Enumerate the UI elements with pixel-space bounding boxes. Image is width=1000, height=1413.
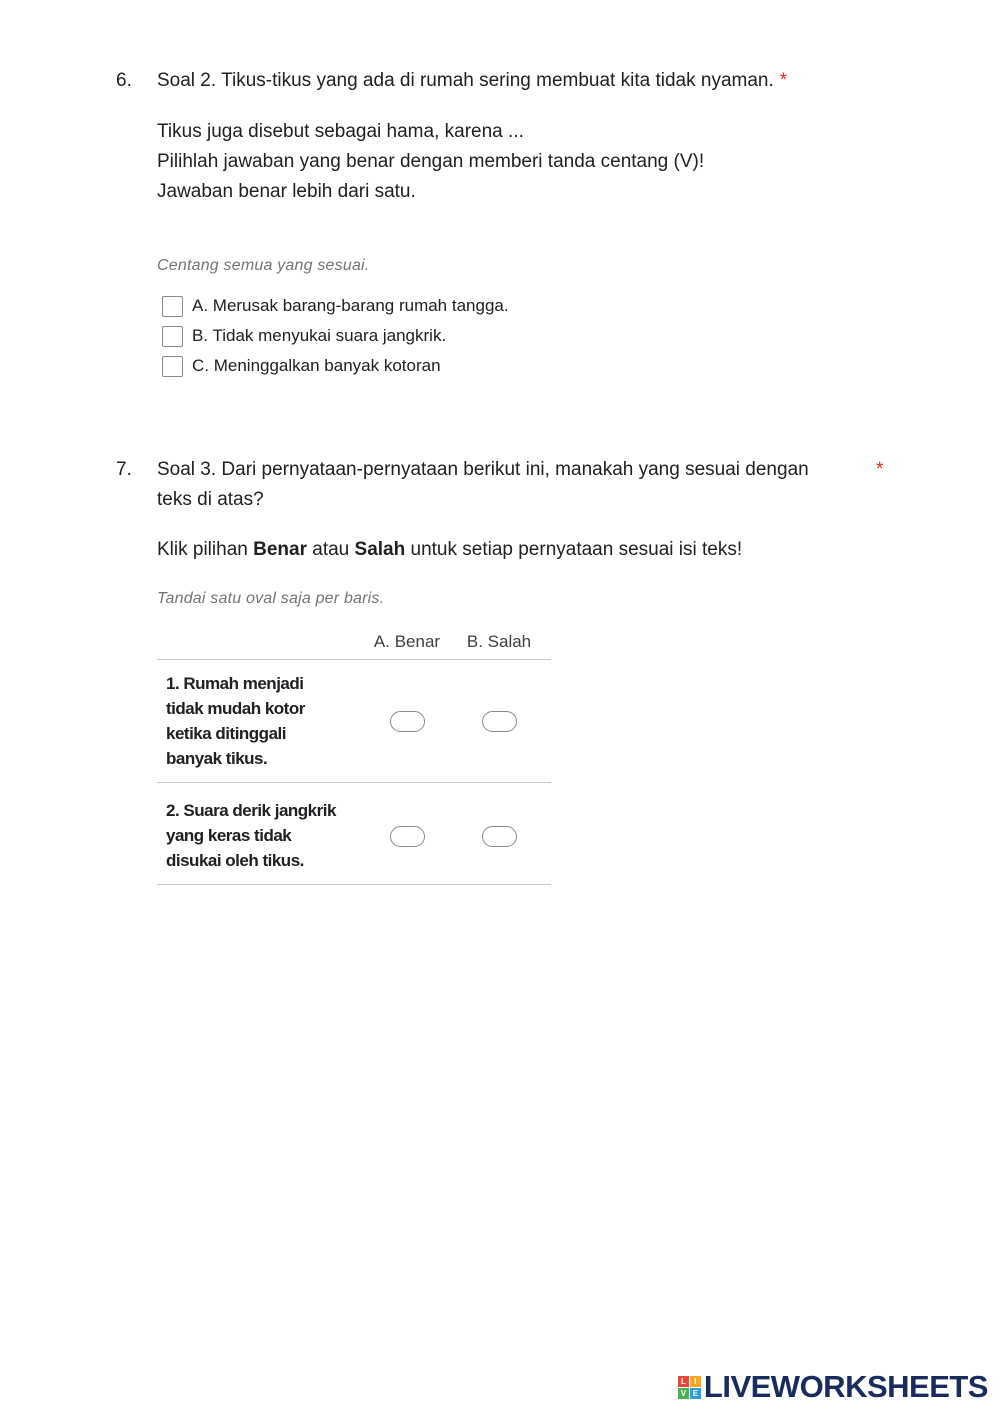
question-title-line-2: teks di atas? <box>157 489 264 510</box>
grid-divider <box>157 884 551 885</box>
logo-tile-e: E <box>690 1388 701 1399</box>
logo-icon <box>678 1376 701 1399</box>
option-label: C. Meninggalkan banyak kotoran <box>192 356 441 375</box>
grid-row-label-2 <box>166 798 366 873</box>
row-label-line: ketika ditinggali <box>166 724 286 743</box>
row-label-line: 2. Suara derik jangkrik <box>166 801 336 820</box>
radio-row-1-benar[interactable] <box>390 711 425 732</box>
row-label-line: disukai oleh tikus. <box>166 851 304 870</box>
question-title <box>157 66 787 96</box>
option-label: B. Tidak menyukai suara jangkrik. <box>192 326 447 345</box>
checkbox[interactable] <box>162 326 183 347</box>
question-number: 6. <box>116 70 132 91</box>
required-asterisk: * <box>779 70 788 91</box>
checkbox[interactable] <box>162 296 183 317</box>
grid-row-label-1 <box>166 671 366 771</box>
logo-tile-v: V <box>678 1388 689 1399</box>
question-number: 7. <box>116 459 132 480</box>
column-header-benar: A. Benar <box>373 632 441 651</box>
question-description-line-1: Tikus juga disebut sebagai hama, karena ... <box>157 121 524 142</box>
question-title-text: Soal 2. Tikus-tikus yang ada di rumah sering membuat kita tidak nyaman. <box>157 70 774 91</box>
grid-divider <box>157 782 551 783</box>
question-instruction <box>157 535 742 565</box>
option-label: A. Merusak barang-barang rumah tangga. <box>192 296 509 315</box>
radio-row-2-benar[interactable] <box>390 826 425 847</box>
instruction-text: Klik pilihan <box>157 539 254 560</box>
row-label-line: yang keras tidak <box>166 826 292 845</box>
instruction-salah: Salah <box>354 539 406 560</box>
liveworksheets-logo <box>678 1369 988 1405</box>
question-hint: Tandai satu oval saja per baris. <box>157 590 385 607</box>
row-label-line: banyak tikus. <box>166 749 268 768</box>
choice-grid <box>157 632 551 892</box>
checkbox-option-b[interactable] <box>162 324 446 348</box>
radio-row-1-salah[interactable] <box>482 711 517 732</box>
checkbox-option-a[interactable] <box>162 294 509 318</box>
logo-tile-i: I <box>690 1376 701 1387</box>
question-hint: Centang semua yang sesuai. <box>157 257 370 274</box>
instruction-text: untuk setiap pernyataan sesuai isi teks! <box>405 539 743 560</box>
instruction-text: atau <box>306 539 355 560</box>
row-label-line: 1. Rumah menjadi <box>166 674 304 693</box>
question-title-line-1: Soal 3. Dari pernyataan-pernyataan berikut ini, manakah yang sesuai dengan <box>157 459 809 480</box>
logo-tile-l: L <box>678 1376 689 1387</box>
checkbox-option-c[interactable] <box>162 354 441 378</box>
row-label-line: tidak mudah kotor <box>166 699 305 718</box>
instruction-benar: Benar <box>253 539 307 560</box>
checkbox[interactable] <box>162 356 183 377</box>
question-description-line-2: Pilihlah jawaban yang benar dengan memberi tanda centang (V)! <box>157 151 705 172</box>
logo-text: LIVEWORKSHEETS <box>703 1369 988 1404</box>
grid-divider <box>157 659 551 660</box>
required-asterisk: * <box>876 459 884 480</box>
radio-row-2-salah[interactable] <box>482 826 517 847</box>
column-header-salah: B. Salah <box>466 632 532 651</box>
question-description-line-3: Jawaban benar lebih dari satu. <box>157 181 416 202</box>
